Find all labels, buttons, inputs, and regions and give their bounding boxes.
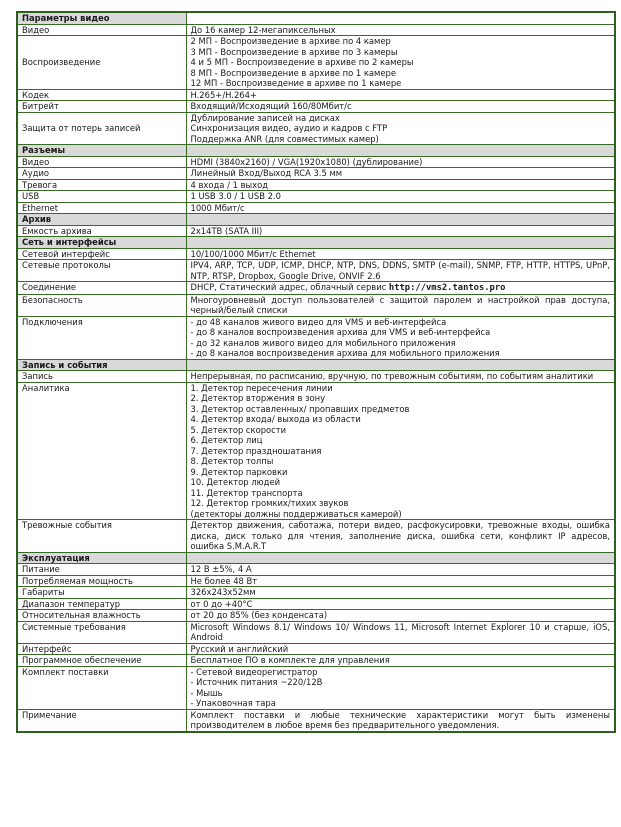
spec-value <box>186 371 615 383</box>
spec-value-line: 1 USB 3.0 / 1 USB 2.0 <box>190 191 281 201</box>
spec-label: Защита от потерь записей <box>17 112 186 145</box>
spec-label: Интерфейс <box>17 643 186 655</box>
spec-value <box>186 598 615 610</box>
spec-value-line: 4 входа / 1 выход <box>190 179 268 190</box>
spec-value-line: Синхронизация видео, аудио и кадров с FTP <box>190 123 388 133</box>
spec-value-line: Входящий/Исходящий 160/80Мбит/с <box>190 101 352 111</box>
spec-value <box>186 643 615 655</box>
spec-value-line: - Мышь <box>190 687 223 698</box>
spec-label: Подключения <box>17 316 186 359</box>
spec-value <box>186 520 615 553</box>
spec-row <box>17 709 615 732</box>
spec-value <box>186 316 615 359</box>
spec-row <box>17 225 615 237</box>
spec-value-line: 12 МП - Воспроизведение в архиве по 1 камере <box>190 78 402 88</box>
spec-value <box>186 294 615 316</box>
spec-row <box>17 168 615 180</box>
spec-value-line: - Сетевой видеорегистратор <box>190 666 318 677</box>
spec-value <box>186 24 615 36</box>
spec-row <box>17 260 615 282</box>
spec-row <box>17 371 615 383</box>
spec-value-line: 4. Детектор входа/ выхода из области <box>190 414 361 424</box>
spec-value <box>186 709 615 732</box>
section-header-empty-cell <box>186 12 615 24</box>
spec-value-line: Детектор движения, саботажа, потери видео, расфокусировки, тревожные входы, ошибка диска, диск только для чтения, заполнение диска, ошибка сети, конфликт IP адресов, ошибка S.M.A.R.T <box>190 520 610 551</box>
spec-value-line: Линейный Вход/Выход RCA 3.5 мм <box>190 168 343 178</box>
spec-value-line: 12 В ±5%, 4 А <box>190 564 252 574</box>
spec-value <box>186 112 615 145</box>
spec-row <box>17 316 615 359</box>
spec-value <box>186 666 615 709</box>
spec-label: Тревога <box>17 179 186 191</box>
spec-label: Примечание <box>17 709 186 732</box>
spec-label: Сетевые протоколы <box>17 260 186 282</box>
spec-value-line: 2x14TB (SATA III) <box>190 225 263 236</box>
section-header-row <box>17 145 615 157</box>
spec-row <box>17 24 615 36</box>
spec-value <box>186 610 615 622</box>
spec-value-line: - до 8 каналов воспроизведения архива для VMS и веб-интерфейса <box>190 327 491 337</box>
spec-row <box>17 621 615 643</box>
spec-value-line: Русский и английский <box>190 643 289 654</box>
spec-value-line: 3. Детектор оставленных/ пропавших предметов <box>190 403 410 414</box>
spec-label: Программное обеспечение <box>17 655 186 667</box>
spec-value-line: Дублирование записей на дисках <box>190 112 340 123</box>
spec-label: Видео <box>17 156 186 168</box>
spec-row <box>17 282 615 295</box>
spec-label: Кодек <box>17 89 186 101</box>
spec-value-line: 8 МП - Воспроизведение в архиве по 1 камере <box>190 67 396 78</box>
spec-row <box>17 655 615 667</box>
section-title: Параметры видео <box>17 12 186 24</box>
spec-table <box>16 11 616 733</box>
spec-value-line: 7. Детектор праздношатания <box>190 445 322 456</box>
spec-value-line: Не более 48 Вт <box>190 575 258 586</box>
section-header-row <box>17 552 615 564</box>
spec-label: Аудио <box>17 168 186 180</box>
spec-label: Тревожные события <box>17 520 186 553</box>
spec-label: Воспроизведение <box>17 36 186 90</box>
spec-label: Питание <box>17 564 186 576</box>
section-header-empty-cell <box>186 214 615 226</box>
spec-value-line: - до 32 каналов живого видео для мобильного приложения <box>190 337 456 348</box>
spec-value <box>186 655 615 667</box>
spec-row <box>17 112 615 145</box>
spec-label: USB <box>17 191 186 203</box>
spec-row <box>17 587 615 599</box>
spec-label: Комплект поставки <box>17 666 186 709</box>
spec-value-line: Поддержка ANR (для совместимых камер) <box>190 133 379 144</box>
spec-value <box>186 575 615 587</box>
spec-value <box>186 191 615 203</box>
spec-value-line: от 0 до +40°С <box>190 598 253 609</box>
spec-value-line: - Упаковочная тара <box>190 698 276 708</box>
spec-label: Системные требования <box>17 621 186 643</box>
spec-value-line: - до 8 каналов воспроизведения архива для мобильного приложения <box>190 348 500 358</box>
spec-value <box>186 282 615 295</box>
section-header-row <box>17 237 615 249</box>
spec-label: Безопасность <box>17 294 186 316</box>
spec-value <box>186 248 615 260</box>
spec-value <box>186 101 615 113</box>
spec-label: Запись <box>17 371 186 383</box>
spec-row <box>17 564 615 576</box>
spec-value <box>186 225 615 237</box>
spec-value-line: (детекторы должны поддерживаться камерой) <box>190 508 402 519</box>
spec-value-line: H.265+/H.264+ <box>190 89 257 100</box>
section-header-empty-cell <box>186 552 615 564</box>
spec-value <box>186 260 615 282</box>
spec-value-line: 5. Детектор скорости <box>190 424 287 435</box>
spec-row <box>17 248 615 260</box>
spec-value-line: от 20 до 85% (без конденсата) <box>190 610 328 620</box>
spec-label: Видео <box>17 24 186 36</box>
spec-label: Относительная влажность <box>17 610 186 622</box>
spec-row <box>17 202 615 214</box>
spec-row <box>17 643 615 655</box>
spec-row <box>17 156 615 168</box>
spec-value-line: 8. Детектор толпы <box>190 456 274 466</box>
spec-value-line: 4 и 5 МП - Воспроизведение в архиве по 2 камеры <box>190 57 414 67</box>
spec-row <box>17 610 615 622</box>
spec-label: Ethernet <box>17 202 186 214</box>
section-header-empty-cell <box>186 359 615 371</box>
spec-value-line: 12. Детектор громких/тихих звуков <box>190 498 349 508</box>
spec-value-line: До 16 камер 12-мегапиксельных <box>190 24 336 35</box>
cloud-service-link[interactable]: http://vms2.tantos.pro <box>388 283 506 293</box>
spec-value <box>186 89 615 101</box>
section-title: Разъемы <box>17 145 186 157</box>
section-header-row <box>17 12 615 24</box>
spec-value <box>186 168 615 180</box>
spec-table-body <box>17 12 615 732</box>
spec-value <box>186 179 615 191</box>
spec-value-line: 10/100/1000 Мбит/с Ethernet <box>190 248 316 259</box>
spec-value <box>186 382 615 520</box>
spec-value-line: 6. Детектор лиц <box>190 435 263 445</box>
spec-value-line: IPV4, ARP, TCP, UDP, ICMP, DHCP, NTP, DNS, DDNS, SMTP (e-mail), SNMP, FTP, HTTP, HTTPS, UPnP, NTP, RTSP, Dropbox, Google Drive, ONVIF 2.6 <box>190 260 610 281</box>
spec-value-line: 2 МП - Воспроизведение в архиве по 4 камер <box>190 36 391 46</box>
spec-label: Диапазон температур <box>17 598 186 610</box>
spec-label: Битрейт <box>17 101 186 113</box>
spec-row <box>17 598 615 610</box>
section-header-row <box>17 214 615 226</box>
spec-label: Емкость архива <box>17 225 186 237</box>
spec-value-line: Комплект поставки и любые технические характеристики могут быть изменены производителем в любое время без предварительного уведомления. <box>190 709 610 730</box>
spec-label: Аналитика <box>17 382 186 520</box>
spec-row <box>17 191 615 203</box>
spec-value-line: DHCP, Статический адрес, облачный сервис <box>190 282 389 292</box>
section-title: Архив <box>17 214 186 226</box>
spec-value-line: Бесплатное ПО в комплекте для управления <box>190 655 390 665</box>
spec-value <box>186 156 615 168</box>
spec-row <box>17 89 615 101</box>
spec-value-line: Microsoft Windows 8.1/ Windows 10/ Windows 11, Microsoft Internet Explorer 10 и старше, iOS, Android <box>190 621 610 642</box>
spec-row <box>17 575 615 587</box>
spec-label: Сетевой интерфейс <box>17 248 186 260</box>
section-header-empty-cell <box>186 145 615 157</box>
section-header-row <box>17 359 615 371</box>
section-title: Сеть и интерфейсы <box>17 237 186 249</box>
spec-row <box>17 101 615 113</box>
spec-value-line: 11. Детектор транспорта <box>190 487 303 498</box>
spec-value <box>186 587 615 599</box>
spec-row <box>17 666 615 709</box>
spec-value-line: - Источник питания ~220/12В <box>190 677 323 687</box>
spec-value <box>186 564 615 576</box>
spec-row <box>17 179 615 191</box>
spec-value-line: - до 48 каналов живого видео для VMS и веб-интерфейса <box>190 316 447 327</box>
spec-value <box>186 621 615 643</box>
spec-value-line: 1000 Мбит/с <box>190 202 245 213</box>
spec-label: Соединение <box>17 282 186 295</box>
spec-row <box>17 294 615 316</box>
spec-value-line: 2. Детектор вторжения в зону <box>190 393 326 403</box>
section-title: Запись и события <box>17 359 186 371</box>
spec-row <box>17 382 615 520</box>
spec-value <box>186 36 615 90</box>
spec-label: Потребляемая мощность <box>17 575 186 587</box>
spec-value-line: 3 МП - Воспроизведение в архиве по 3 камеры <box>190 46 398 57</box>
section-title: Эксплуатация <box>17 552 186 564</box>
spec-row <box>17 36 615 90</box>
spec-label: Габариты <box>17 587 186 599</box>
spec-value-line: 1. Детектор пересечения линии <box>190 382 333 393</box>
spec-value-line: Многоуровневый доступ пользователей с защитой паролем и настройкой прав доступа, черный/белый списки <box>190 294 610 315</box>
spec-value-line: 10. Детектор людей <box>190 477 281 487</box>
spec-value-line: HDMI (3840x2160) / VGA(1920x1080) (дублирование) <box>190 156 423 167</box>
spec-value <box>186 202 615 214</box>
section-header-empty-cell <box>186 237 615 249</box>
spec-value-line: 9. Детектор парковки <box>190 466 288 477</box>
spec-row <box>17 520 615 553</box>
spec-value-line: 326x243x52мм <box>190 587 256 597</box>
spec-value-line: Непрерывная, по расписанию, вручную, по тревожным событиям, по событиям аналитики <box>190 371 594 381</box>
